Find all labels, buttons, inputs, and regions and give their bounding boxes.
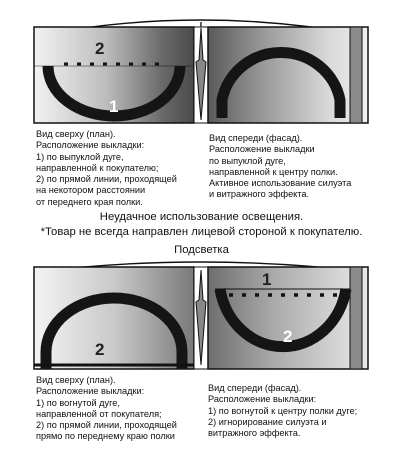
top-caption-left: Вид сверху (план). Расположение выкладки: 1) по выпуклой дуге, направленной к покупателю; 2) по прямой линии, проходящей на некотором расстоянии от переднего края полки.	[36, 129, 177, 207]
bottom-right-side-bar	[350, 267, 362, 369]
bottom-right-label-2: 2	[283, 327, 293, 346]
bottom-right-label-1: 1	[262, 270, 272, 289]
top-label-1: 1	[109, 97, 119, 116]
top-label-2: 2	[95, 39, 105, 58]
bottom-caption-right: Вид спереди (фасад). Расположение выкладки: 1) по вогнутой к центру полки дуге; 2) игнорирование силуэта и витражного эффекта.	[208, 383, 358, 439]
section-title: Подсветка	[174, 244, 229, 256]
note-line-2: *Товар не всегда направлен лицевой стороной к покупателю.	[40, 226, 363, 238]
bottom-left-label-2: 2	[95, 340, 105, 359]
note-line-1: Неудачное использование освещения.	[99, 211, 304, 223]
top-caption-right: Вид спереди (фасад). Расположение выкладки по выпуклой дуге, направленной к центру полки. Активное использование силуэта и витражного эффекта.	[209, 133, 352, 200]
bottom-caption-left: Вид сверху (план). Расположение выкладки: 1) по вогнутой дуге, направленной от покупателя; 2) по прямой линии, проходящей прямо по переднему краю полки	[36, 375, 177, 442]
